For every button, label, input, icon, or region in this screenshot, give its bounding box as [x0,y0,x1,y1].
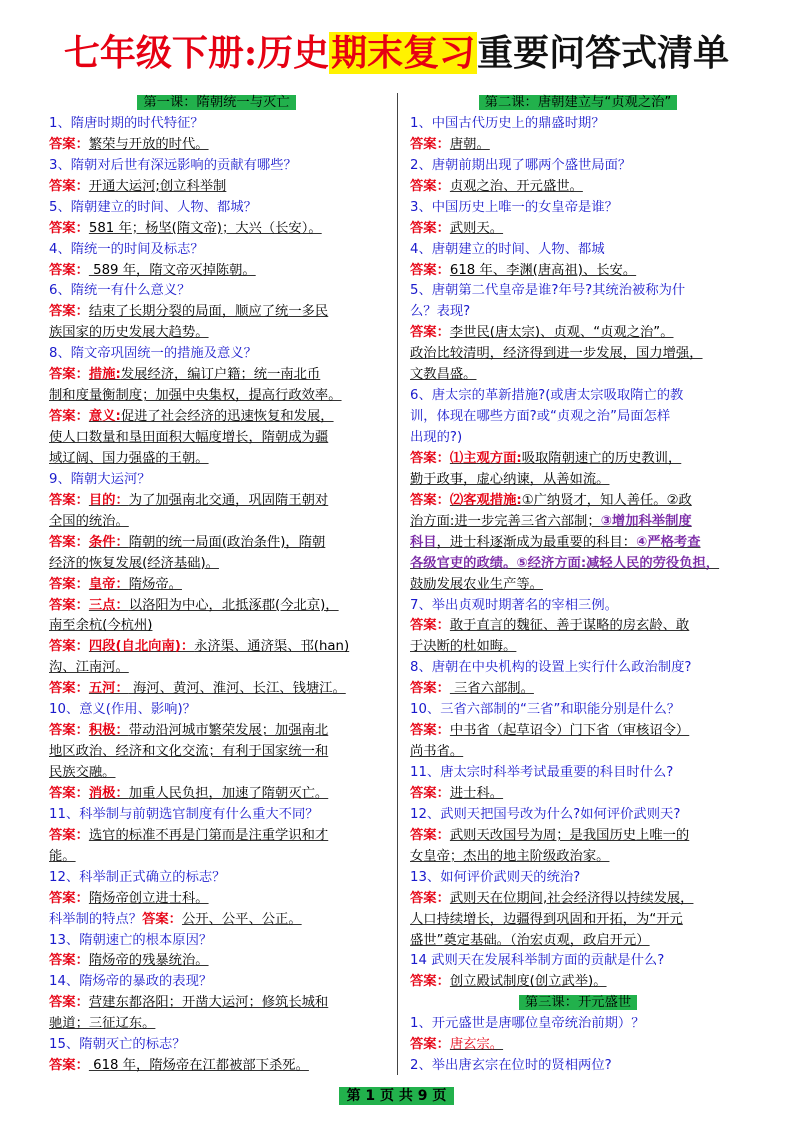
question-line [49,156,384,177]
answer-label: 答案： [49,576,89,592]
answer-label: 答案： [49,136,89,152]
question-line [410,951,746,972]
page-title [0,30,793,76]
answer-text: ③增加科举制度 [600,513,692,529]
question-text: 8、唐朝在中央机构的设置上实行什么政治制度? [410,660,692,676]
question-text: 4、唐朝建立的时间、人物、都城 [410,241,605,257]
answer-keyword: ⑴主观方面: [449,450,522,466]
answer-keyword: 积极： [88,723,129,739]
answer-text: 发展经济，编订户籍；统一南北币 [120,367,321,383]
answer-line [49,365,384,386]
answer-text: 618 年、李渊(唐高祖)、长安。 [449,262,637,278]
title-part1: 七年级下册:历史 [63,32,330,74]
question-text: 5、隋朝建立的时间、人物、都城？ [49,199,257,215]
answer-label: 答案： [410,890,450,906]
answer-text: 南至余杭(今杭州) [49,618,153,634]
answer-text: ，进士科逐渐成为最重要的科目： [436,534,637,550]
answer-text: 中书省（起草诏令）门下省（审核诏令） [449,723,690,739]
answer-text: 尚书省。 [410,744,464,760]
answer-text: 吸取隋朝速亡的历史教训， [521,450,682,466]
question-text: 14 武则天在发展科举制方面的贡献是什么? [410,953,665,969]
answer-text: 唐朝。 [449,136,490,152]
question-text: 4、隋统一的时间及标志？ [49,241,204,257]
answer-text: 盛世”奠定基础。（治宏贞观，政启开元） [410,932,650,948]
answer-line [49,596,384,617]
answer-text: 结束了长期分裂的局面，顺应了统一多民 [88,304,329,320]
answer-label: 答案： [410,178,450,194]
answer-line [49,889,384,910]
question-line [410,240,746,261]
answer-text: 地区政治、经济和文化交流；有利于国家统一和 [49,744,329,760]
question-text: 15、隋朝灭亡的标志？ [49,1037,186,1053]
question-line [410,302,746,323]
answer-continuation [49,616,384,637]
answer-text: 武则天在位期间,社会经济得以持续发展， [449,890,694,906]
answer-text: 581 年；杨坚(隋文帝)；大兴（长安）。 [88,220,322,236]
answer-text: 域辽阔、国力强盛的王朝。 [49,450,209,466]
answer-text: 贞观之治、开元盛世。 [449,178,583,194]
answer-line [49,951,384,972]
question-text: 么？表现? [410,304,471,320]
answer-continuation [49,658,384,679]
answer-continuation [49,763,384,784]
question-text: 科举制的特点？ [49,911,143,927]
question-line [410,700,746,721]
answer-keyword: 四段(自北向南)： [88,639,195,655]
answer-line [410,679,746,700]
question-line [49,972,384,993]
question-text: 11、唐太宗时科举考试最重要的科目时什么? [410,765,674,780]
question-text: 8、隋文帝巩固统一的措施及意义？ [49,346,257,362]
answer-line [49,575,384,596]
answer-continuation [410,742,746,763]
answer-keyword: 消极： [88,785,129,801]
left-column [49,93,384,1077]
answer-line [410,1035,746,1056]
answer-text: 使人口数量和垦田面积大幅度增长，隋朝成为疆 [49,430,329,445]
answer-label: 答案： [49,681,89,697]
answer-label: 答案： [410,325,450,341]
answer-keyword: 意义: [88,409,121,425]
answer-text: 促进了社会经济的迅速恢复和发展， [120,409,334,425]
answer-text: 海河、黄河、淮河、长江、钱塘江。 [128,681,346,697]
question-text: 13、隋朝速亡的根本原因？ [49,932,213,948]
answer-continuation [410,847,746,868]
question-text: 7、举出贞观时期著名的宰相三例。 [410,597,618,613]
answer-label: 答案： [49,220,89,236]
answer-label: 答案： [49,492,89,508]
answer-continuation [410,910,746,931]
answer-text: 武则天改国号为周；是我国历史上唯一的 [449,827,690,843]
answer-line [410,491,746,512]
answer-label: 答案： [49,597,89,613]
answer-text: 女皇帝；杰出的地主阶级政治家。 [410,848,610,864]
question-text: 9、隋朝大运河？ [49,471,151,487]
question-text: 1、中国古代历史上的鼎盛时期？ [410,115,605,131]
answer-line [49,993,384,1014]
answer-line [410,826,746,847]
answer-keyword: 条件： [88,534,129,550]
answer-text: 科目 [410,534,437,550]
title-highlight: 期末复习 [331,32,476,74]
answer-label: 答案： [49,262,89,278]
answer-continuation [410,575,746,596]
answer-label: 答案： [49,178,89,194]
question-line [49,240,384,261]
answer-label: 答案： [410,1037,450,1053]
answer-line [410,261,746,282]
answer-continuation [49,1014,384,1035]
answer-text: 三省六部制。 [449,681,534,697]
answer-line [49,302,384,323]
question-text: 3、中国历史上唯一的女皇帝是谁？ [410,199,618,215]
question-text: 6、唐太宗的革新措施?(或唐太宗吸取隋亡的教 [410,388,684,404]
answer-line [49,826,384,847]
answer-label: 答案： [49,953,89,969]
question-line [49,805,384,826]
column-divider [397,93,398,1075]
question-line [49,470,384,491]
answer-text: 选官的标准不再是门第而是注重学识和才 [88,827,329,843]
answer-label: 答案： [49,409,89,425]
answer-continuation [410,470,746,491]
answer-continuation [49,847,384,868]
question-text: 出现的?) [410,430,463,445]
answer-label: 答案： [410,827,450,843]
answer-line [410,616,746,637]
question-line [410,198,746,219]
answer-continuation [410,512,746,533]
answer-label: 答案： [49,304,89,320]
question-line [49,281,384,302]
question-line [49,1035,384,1056]
answer-text: 永济渠、通济渠、邗(han) [194,639,350,655]
answer-line [49,1056,384,1077]
question-text: 10、意义(作用、影响)？ [49,702,196,718]
question-text: 12、科举制正式确立的标志？ [49,869,226,885]
answer-text: 隋朝的统一局面(政治条件)，隋朝 [128,534,326,550]
question-answer-line [49,910,384,931]
answer-text: 人口持续增长，边疆得到巩固和开拓，为“开元 [410,911,683,927]
question-line [410,763,746,784]
answer-continuation [410,344,746,365]
question-text: 3、隋朝对后世有深远影响的贡献有哪些？ [49,157,297,173]
answer-label: 答案： [410,136,450,152]
question-line [410,386,746,407]
answer-label: 答案： [410,785,450,801]
answer-keyword: 措施: [88,367,121,383]
section-title: 第二课：唐朝建立与“贞观之治” [479,95,678,110]
answer-line [410,972,746,993]
question-line [410,805,746,826]
section-title: 第一课：隋朝统一与灭亡 [137,95,295,110]
answer-continuation [49,386,384,407]
answer-keyword: 目的： [88,492,129,508]
answer-continuation [49,742,384,763]
answer-text: 族国家的历史发展大趋势。 [49,325,209,341]
question-line [410,407,746,428]
question-line [410,281,746,302]
answer-line [49,784,384,805]
answer-text: ④严格考查 [636,534,701,550]
answer-label: 答案： [410,723,450,739]
section-title: 第三课：开元盛世 [519,995,637,1010]
answer-line [49,679,384,700]
answer-continuation [49,323,384,344]
answer-line [49,177,384,198]
answer-label: 答案： [410,262,450,278]
answer-continuation [410,554,746,575]
answer-label: 答案： [410,681,450,697]
answer-text: 政治比较清明，经济得到进一步发展，国力增强， [410,346,703,362]
answer-line [410,219,746,240]
title-part3: 重要问答式清单 [477,32,730,74]
answer-line [410,177,746,198]
answer-text: 敢于直言的魏征、善于谋略的房玄龄、敢 [449,618,690,634]
question-text: 12、武则天把国号改为什么?如何评价武则天? [410,806,681,822]
answer-text: 制和度量衡制度；加强中央集权，提高行政效率。 [49,388,342,404]
answer-text: 能。 [49,848,76,864]
question-text: 5、唐朝第二代皇帝是谁?年号?其统治被称为什 [410,283,686,299]
answer-line [410,449,746,470]
answer-label: 答案： [410,618,450,634]
answer-keyword: 三点： [88,597,129,613]
right-column [410,93,746,1077]
answer-line [49,219,384,240]
answer-continuation [49,512,384,533]
answer-continuation [49,554,384,575]
question-line [410,596,746,617]
answer-line [49,491,384,512]
question-text: 11、科举制与前朝选官制度有什么重大不同？ [49,806,319,822]
answer-label: 答案： [49,723,89,739]
answer-text: 营建东都洛阳；开凿大运河；修筑长城和 [88,995,329,1011]
answer-line [49,533,384,554]
answer-text: 经济的恢复发展(经济基础)。 [49,555,219,571]
answer-text: 各级官吏的政绩。⑤经济方面:减轻人民的劳役负担， [410,555,720,571]
answer-label: 答案： [410,220,450,236]
answer-line [410,323,746,344]
answer-label: 答案： [49,785,89,801]
answer-label: 答案： [142,911,182,927]
question-line [49,344,384,365]
question-line [49,700,384,721]
section-heading [49,93,384,114]
answer-line [410,889,746,910]
answer-label: 答案： [49,827,89,843]
answer-text: 民族交融。 [49,765,116,780]
question-text: 1、隋唐时期的时代特征？ [49,115,204,131]
answer-text: 隋炀帝创立进士科。 [88,890,209,906]
question-line [49,931,384,952]
question-line [410,428,746,449]
answer-line [49,407,384,428]
question-line [410,114,746,135]
answer-label: 答案： [49,890,89,906]
answer-continuation [410,931,746,952]
answer-text: ①广纳贤才，知人善任。②政 [521,492,692,508]
answer-text: 鼓励发展农业生产等。 [410,576,543,592]
answer-text: 618 年，隋炀帝在江都被部下杀死。 [88,1058,309,1074]
page-number: 第 1 页 共 9 页 [339,1087,455,1105]
answer-text: 勤于政事，虚心纳谏，从善如流。 [410,471,610,487]
answer-continuation [49,428,384,449]
answer-text: 隋炀帝的残暴统治。 [88,953,209,969]
answer-text: 隋炀帝。 [128,576,182,592]
answer-text: 开通大运河;创立科举制 [88,178,227,194]
question-line [49,198,384,219]
question-text: 1、开元盛世是唐哪位皇帝统治前期）？ [410,1016,645,1032]
page-footer [0,1085,793,1105]
answer-continuation [410,365,746,386]
answer-label: 答案： [49,995,89,1011]
question-line [410,868,746,889]
answer-keyword: 五河： [88,681,129,697]
answer-line [49,261,384,282]
answer-line [49,721,384,742]
answer-text: 为了加强南北交通，巩固隋王朝对 [128,492,329,508]
question-text: 训，体现在哪些方面?或“贞观之治”局面怎样 [410,409,671,425]
question-text: 10、三省六部制的“三省”和职能分别是什么？ [410,702,681,718]
answer-text: 以洛阳为中心，北抵涿郡(今北京)， [128,597,339,613]
answer-label: 答案： [49,367,89,383]
answer-keyword: 皇帝： [88,576,129,592]
section-heading [410,993,746,1014]
answer-label: 答案： [49,639,89,655]
answer-text: 武则天。 [449,220,504,236]
answer-keyword: ⑵客观措施: [449,492,522,508]
question-line [49,114,384,135]
question-line [410,1056,746,1077]
answer-text: 唐玄宗。 [449,1037,504,1053]
answer-line [49,637,384,658]
answer-continuation [410,637,746,658]
answer-label: 答案： [410,450,450,466]
answer-continuation [410,533,746,554]
answer-text: 驰道；三征辽东。 [49,1016,156,1032]
question-line [410,156,746,177]
answer-text: 589 年，隋文帝灭掉陈朝。 [88,262,256,278]
question-line [410,658,746,679]
answer-text: 全国的统治。 [49,513,129,529]
answer-text: 繁荣与开放的时代。 [88,136,209,152]
answer-continuation [49,449,384,470]
question-text: 2、唐朝前期出现了哪两个盛世局面？ [410,157,632,173]
question-text: 14、隋炀帝的暴政的表现？ [49,974,213,990]
answer-line [49,135,384,156]
section-heading [410,93,746,114]
answer-text: 李世民(唐太宗)、贞观、“贞观之治”。 [449,325,674,341]
question-text: 2、举出唐玄宗在位时的贤相两位? [410,1058,612,1074]
question-line [49,868,384,889]
answer-line [410,135,746,156]
answer-label: 答案： [410,974,450,990]
answer-text: 文教昌盛。 [410,367,477,383]
answer-text: 于决断的杜如晦。 [410,639,517,655]
answer-label: 答案： [49,1058,89,1074]
answer-text: 带动沿河城市繁荣发展；加强南北 [128,723,329,739]
question-text: 6、隋统一有什么意义？ [49,283,191,299]
answer-text: 治方面:进一步完善三省六部制； [410,513,601,529]
answer-label: 答案： [49,534,89,550]
answer-text: 加重人民负担，加速了隋朝灭亡。 [128,785,329,801]
answer-line [410,721,746,742]
question-text: 13、如何评价武则天的统治? [410,869,581,885]
answer-text: 沟、江南河。 [49,660,129,676]
answer-label: 答案： [410,492,450,508]
answer-text: 创立殿试制度(创立武举)。 [449,974,607,990]
answer-text: 进士科。 [449,785,504,801]
answer-text: 公开、公平、公正。 [181,911,302,927]
question-line [410,1014,746,1035]
answer-line [410,784,746,805]
